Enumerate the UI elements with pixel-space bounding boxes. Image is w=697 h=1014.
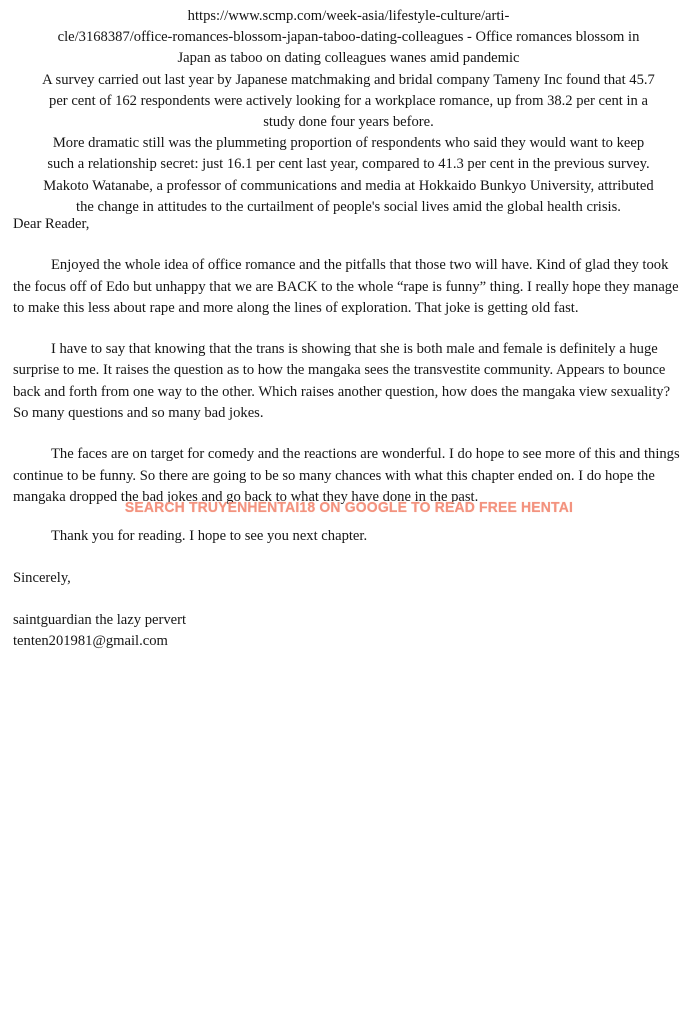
article-url-line-2: cle/3168387/office-romances-blossom-japan-taboo-dating-colleagues - Office romances blossom in (57, 29, 640, 46)
article-body-line-4: More dramatic still was the plummeting proportion of respondents who said they would want to keep (52, 135, 645, 152)
letter-paragraph-1: Enjoyed the whole idea of office romance and the pitfalls that those two will have. Kind of glad they took the focus off of Edo but unhappy that we are BACK to the whole “rape is funny” thing. I really hope they manage to make this less about rape and more along the lines of exploration. That joke is getting old fast. (13, 257, 679, 316)
article-body-line-1: A survey carried out last year by Japanese matchmaking and bridal company Tameny Inc found that 45.7 (42, 71, 655, 88)
letter-paragraph-2: I have to say that knowing that the trans is showing that she is both male and female is definitely a huge surprise to me. It raises the question as to how the mangaka sees the transvestite community. Appears to bounce back and forth from one way to the other. Which raises another question, how does the mangaka view sexuality? So many questions and so many bad jokes. (13, 341, 671, 422)
article-body-line-5: such a relationship secret: just 16.1 per cent last year, compared to 41.3 per cent in the previous survey. (47, 156, 650, 173)
signature-name: saintguardian the lazy pervert (13, 611, 187, 628)
article-body-line-6: Makoto Watanabe, a professor of communications and media at Hokkaido Bunkyo University, attributed (43, 177, 654, 194)
reader-letter (13, 214, 685, 652)
letter-paragraph-3: The faces are on target for comedy and the reactions are wonderful. I do hope to see more of this and things continue to be funny. So there are going to be so many chances with what this chapter ended on. I do hope the mangaka dropped the bad jokes and go back to what they have done in the past. (13, 446, 680, 505)
article-excerpt-block (13, 6, 684, 218)
watermark-text: SEARCH TRUYENHENTAI18 ON GOOGLE TO READ FREE HENTAI (124, 499, 573, 516)
letter-paragraph-4: Thank you for reading. I hope to see you next chapter. (51, 528, 368, 545)
article-url-line-1: https://www.scmp.com/week-asia/lifestyle-culture/arti- (187, 8, 510, 24)
article-body-line-7: the change in attitudes to the curtailment of people's social lives amid the global health crisis. (76, 198, 621, 215)
letter-salutation: Dear Reader, (13, 216, 90, 232)
letter-closing: Sincerely, (13, 569, 71, 586)
article-body-line-2: per cent of 162 respondents were actively looking for a workplace romance, up from 38.2 per cent in a (49, 92, 648, 109)
article-body-line-3: study done four years before. (263, 114, 434, 131)
letter-signature (13, 610, 685, 653)
signature-email: tenten201981@gmail.com (13, 633, 168, 650)
article-title-line: Japan as taboo on dating colleagues wanes amid pandemic (177, 50, 520, 67)
